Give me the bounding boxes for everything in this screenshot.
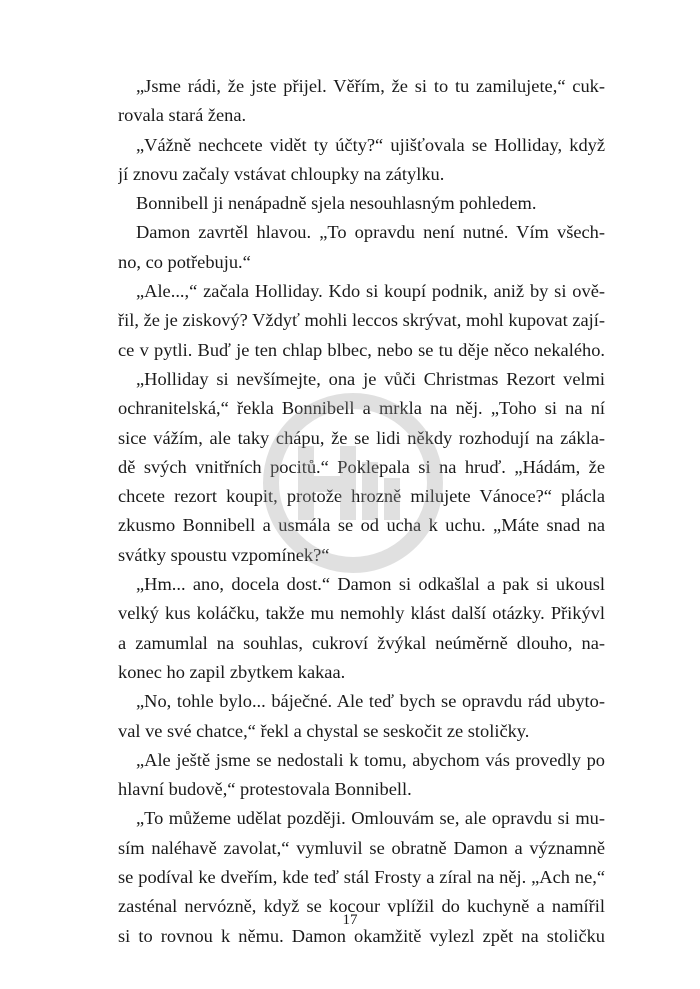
text-line: val ve své chatce,“ řekl a chystal se seskočit ze stoličky. [118, 720, 530, 741]
text-line: „Jsme rádi, že jste přijel. Věřím, že si to tu zamilujete,“ cuk- [136, 76, 605, 96]
text-line: ce v pytli. Buď je ten chlap blbec, nebo se tu děje něco nekalého. [118, 339, 605, 360]
text-line: sice vážím, ale taky chápu, že se lidi někdy rozhodují na zákla- [118, 427, 605, 448]
text-line: si to rovnou k němu. Damon okamžitě vylezl zpět na stoličku [118, 925, 605, 946]
text-line: „No, tohle bylo... báječné. Ale teď bych se opravdu rád ubyto- [136, 691, 605, 712]
text-line: zkusmo Bonnibell a usmála se od ucha k uchu. „Máte snad na [118, 515, 605, 536]
page-number: 17 [342, 912, 358, 928]
text-line: velký kus koláčku, takže mu nemohly klást další otázky. Přikývl [118, 603, 605, 624]
text-line: konec ho zapil zbytkem kakaa. [118, 661, 346, 682]
text-line: Damon zavrtěl hlavou. „To opravdu není nutné. Vím všech- [136, 222, 605, 243]
text-line: jí znovu začaly vstávat chloupky na zátylku. [118, 163, 445, 184]
text-line: „Vážně nechcete vidět ty účty?“ ujišťovala se Holliday, když [136, 134, 605, 155]
text-line: a zamumlal na souhlas, cukroví žvýkal neúměrně dlouho, na- [118, 632, 605, 653]
text-line: hlavní budově,“ protestovala Bonnibell. [118, 779, 412, 800]
text-line: svátky spoustu vzpomínek?“ [118, 544, 330, 565]
text-line: se podíval ke dveřím, kde teď stál Frosty a zíral na něj. „Ach ne,“ [118, 867, 605, 888]
text-line: chcete rezort koupit, protože hrozně milujete Vánoce?“ plácla [118, 486, 605, 507]
text-line: Bonnibell ji nenápadně sjela nesouhlasným pohledem. [136, 193, 537, 214]
text-line: „Hm... ano, docela dost.“ Damon si odkašlal a pak si ukousl [136, 574, 605, 595]
text-line: zasténal nervózně, když se kocour vplížil do kuchyně a namířil [118, 896, 605, 917]
text-line: „To můžeme udělat později. Omlouvám se, ale opravdu si mu- [136, 808, 605, 829]
body-text [118, 72, 605, 951]
text-line: sím naléhavě zavolat,“ vymluvil se obratně Damon a významně [118, 837, 605, 858]
text-line: no, co potřebuju.“ [118, 251, 251, 272]
text-line: „Holliday si nevšímejte, ona je vůči Christmas Rezort velmi [136, 368, 605, 389]
text-line: řil, že je ziskový? Vždyť mohli leccos skrývat, mohl kupovat zají- [118, 310, 605, 331]
text-line: „Ale ještě jsme se nedostali k tomu, abychom vás provedly po [136, 749, 605, 770]
text-line: ochranitelská,“ řekla Bonnibell a mrkla na něj. „Toho si na ní [118, 398, 605, 419]
text-line: dě svých vnitřních pocitů.“ Poklepala si na hruď. „Hádám, že [118, 456, 605, 477]
text-line: rovala stará žena. [118, 105, 247, 126]
text-line: „Ale...,“ začala Holliday. Kdo si koupí podnik, aniž by si ově- [136, 281, 605, 302]
